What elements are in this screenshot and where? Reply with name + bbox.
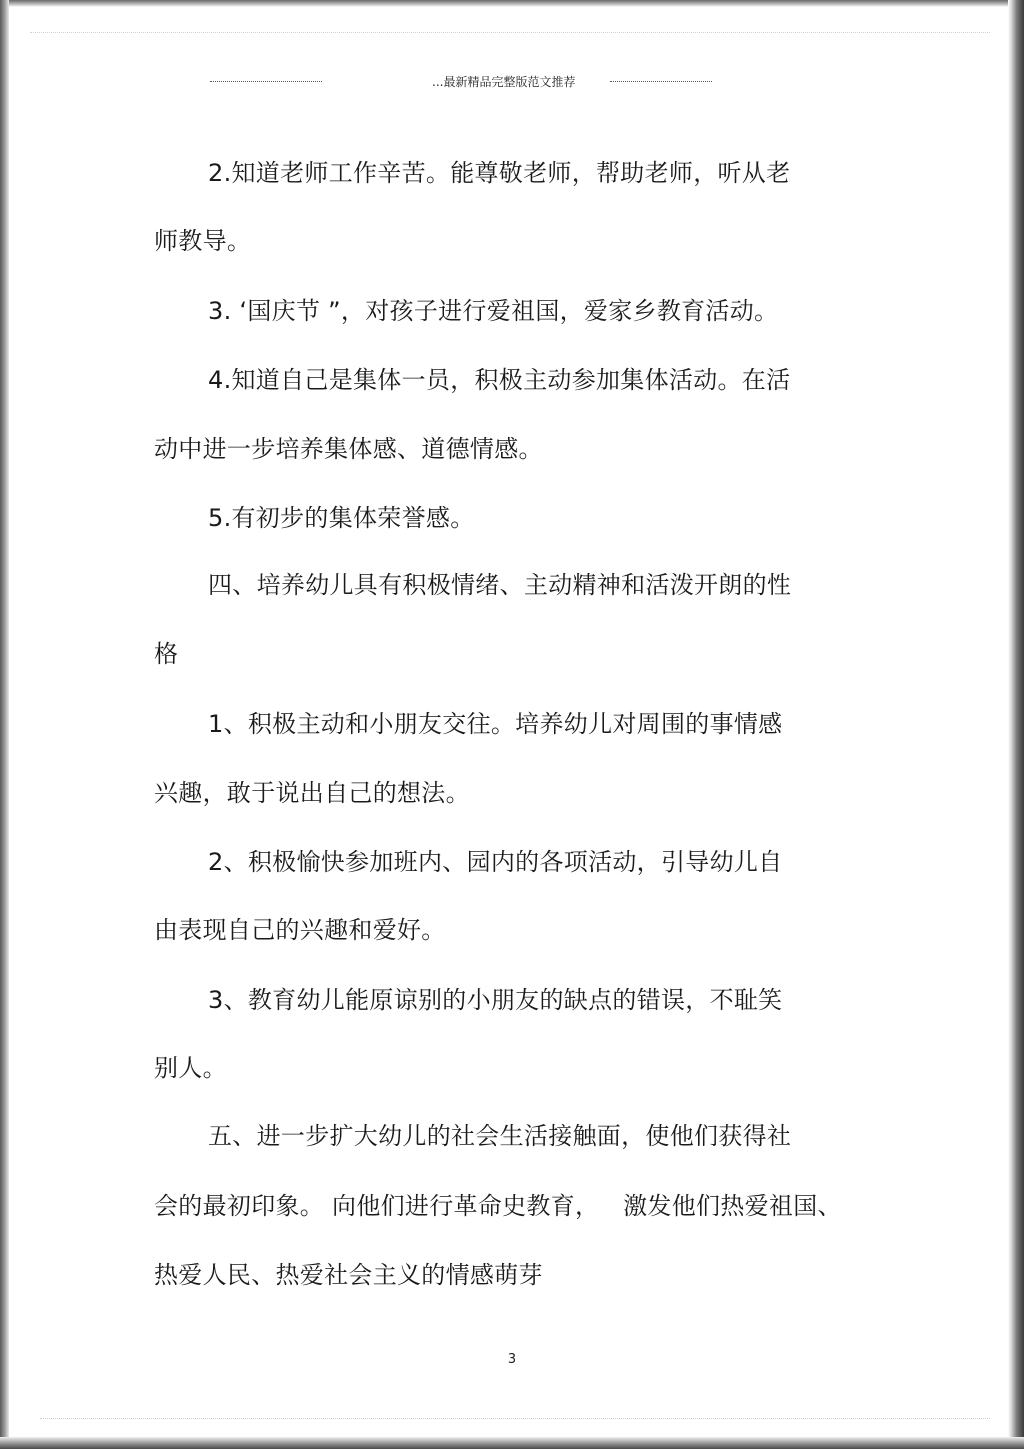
body-line: 2.知道老师工作辛苦。能尊敬老师，帮助老师，听从老 [208,159,791,187]
section-heading: 四、培养幼儿具有积极情绪、主动精神和活泼开朗的性 [208,571,792,599]
header-rule-left [210,81,322,82]
body-line: 5.有初步的集体荣誉感。 [208,504,475,532]
header-text: ...最新精品完整版范文推荐 [432,75,576,89]
body-line: 4.知道自己是集体一员，积极主动参加集体活动。在活 [208,366,791,394]
body-line: 1、积极主动和小朋友交往。培养幼儿对周围的事情感 [208,710,783,738]
body-line: 热爱人民、热爱社会主义的情感萌芽 [154,1261,543,1289]
section-heading-continued: 格 [154,640,179,668]
body-line: 由表现自己的兴趣和爱好。 [154,916,446,944]
scan-edge-bottom [0,1437,1024,1449]
body-line: 3、教育幼儿能原谅别的小朋友的缺点的错误，不耻笑 [208,986,783,1014]
page-header [210,74,712,90]
scan-edge-left [0,0,9,1449]
page-number: 3 [507,1352,517,1367]
body-line: 3. ‘国庆节 ”，对孩子进行爱祖国，爱家乡教育活动。 [208,297,779,325]
scan-speckle-top [30,32,990,35]
body-line: 师教导。 [154,227,252,255]
scan-edge-right [1008,0,1024,1449]
body-line: 2、积极愉快参加班内、园内的各项活动，引导幼儿自 [208,848,783,876]
header-rule-right [610,81,712,82]
body-line: 动中进一步培养集体感、道德情感。 [154,435,543,463]
body-line: 会的最初印象。 向他们进行革命史教育， 激发他们热爱祖国、 [154,1192,842,1220]
scan-speckle-bottom [40,1418,990,1421]
scan-edge-top [0,0,1024,7]
section-heading: 五、进一步扩大幼儿的社会生活接触面，使他们获得社 [208,1122,792,1150]
body-line: 兴趣，敢于说出自己的想法。 [154,779,470,807]
body-line: 别人。 [154,1054,227,1082]
